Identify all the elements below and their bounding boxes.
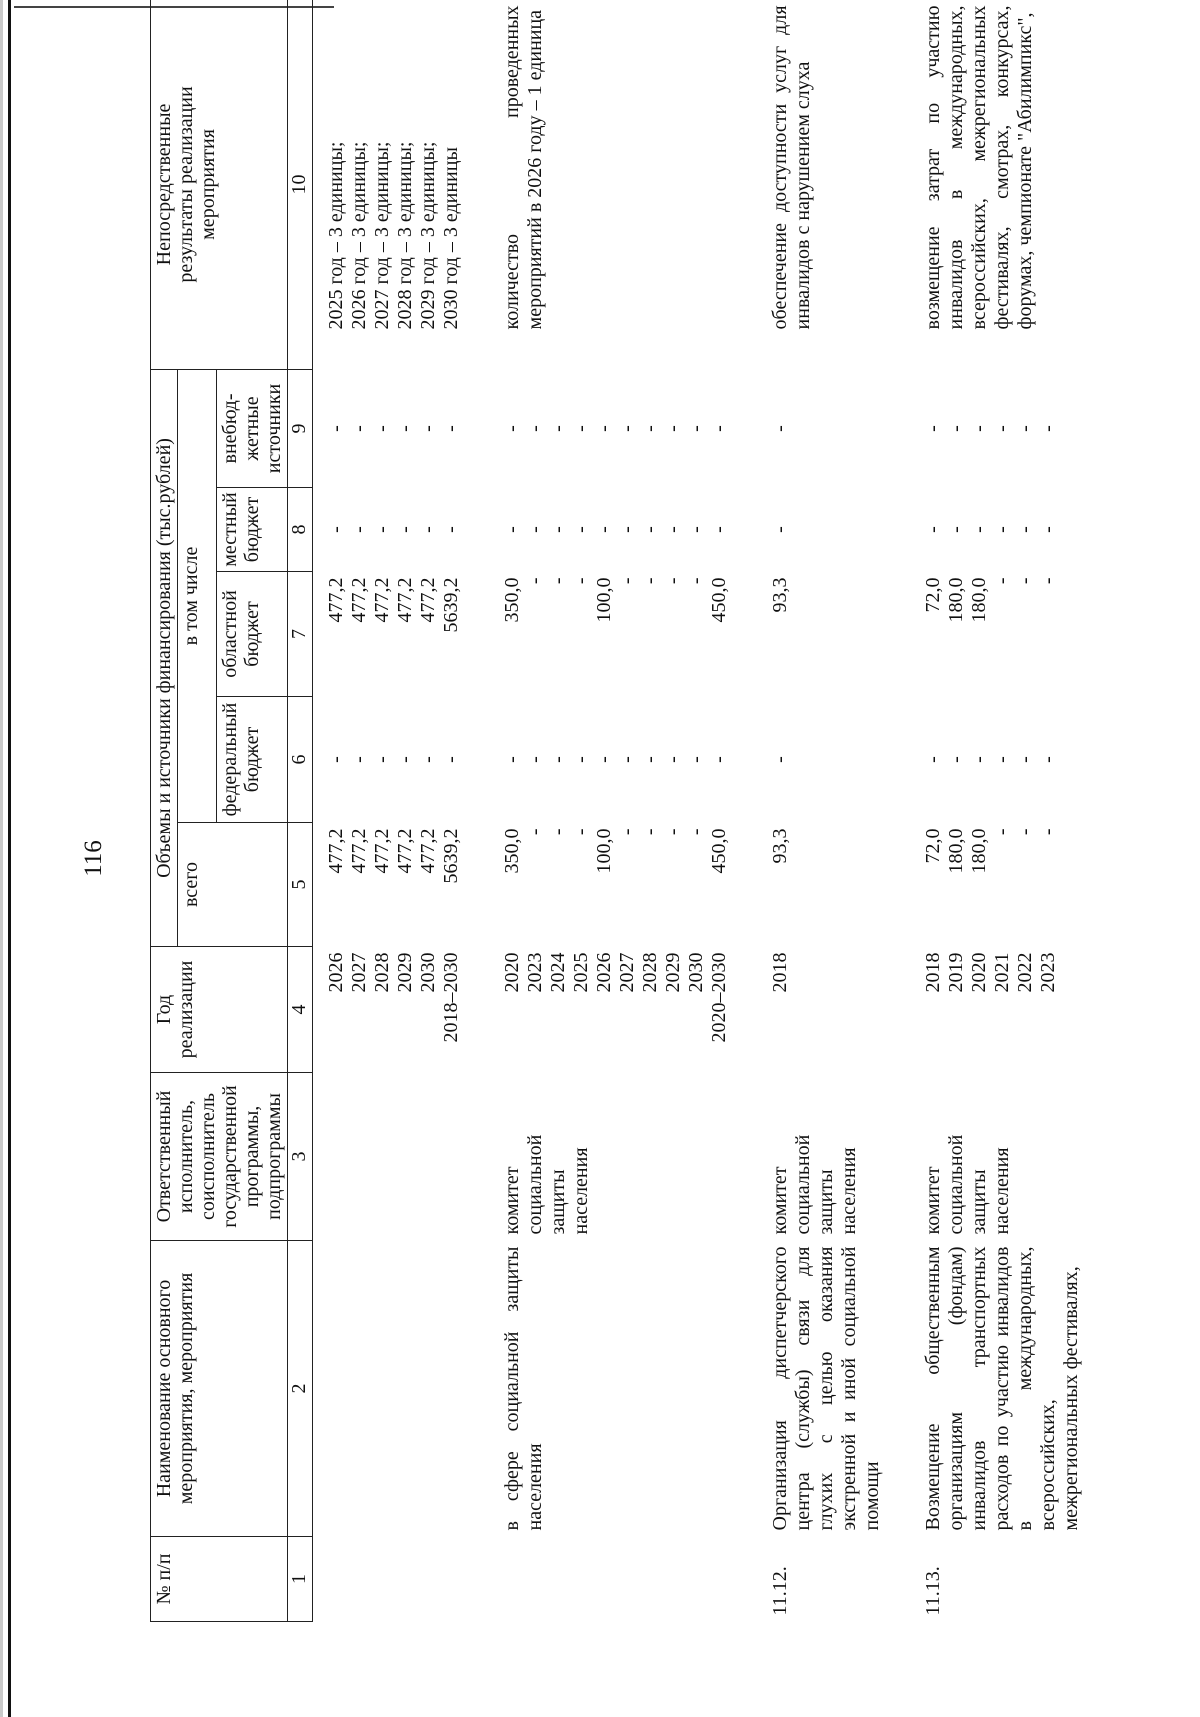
regional-value: - <box>524 577 546 585</box>
extra-value: - <box>524 425 546 432</box>
extra-value: - <box>371 425 393 432</box>
header-results: Непосредственные результаты реализации мероприятия <box>151 0 288 369</box>
extra-value: - <box>348 425 370 432</box>
table-row <box>900 0 1099 1622</box>
year-value: 2025 <box>570 952 592 993</box>
local-value: - <box>593 526 615 533</box>
header-total: всего <box>178 823 288 947</box>
row-num: 11.13. <box>922 1566 944 1616</box>
row-responsible: комитет социальной защиты населения <box>769 1134 860 1235</box>
year-value: 2026 <box>325 952 347 993</box>
extra-value: - <box>440 425 462 432</box>
regional-value: 100,0 <box>593 577 615 623</box>
extra-value: - <box>593 425 615 432</box>
federal-value: - <box>394 756 416 763</box>
extra-value: - <box>1014 425 1036 432</box>
total-value: - <box>1037 828 1059 836</box>
header-funding: Объемы и источники финансирования (тыс.рублей) <box>151 369 178 946</box>
extra-value: - <box>662 425 684 432</box>
header-num: № п/п <box>151 1537 288 1622</box>
regional-value: - <box>616 577 638 585</box>
row-name: Возмещение общественным организациям (фондам) инвалидов транспортных расходов по участию инвалидов в международных, всероссийских, межрегиональных фестивалях, <box>922 1246 1082 1531</box>
federal-value: - <box>616 756 638 763</box>
row-results: обеспечение доступности услуг для инвалидов с нарушением слуха <box>769 5 814 330</box>
local-value: - <box>417 526 439 533</box>
local-value: - <box>440 526 462 533</box>
local-value: - <box>968 526 990 533</box>
regional-value: - <box>991 577 1013 585</box>
local-value: - <box>922 526 944 533</box>
extra-value: - <box>501 425 523 432</box>
federal-value: - <box>417 756 439 763</box>
local-value: - <box>394 526 416 533</box>
year-value: 2027 <box>348 952 370 993</box>
regional-value: 477,2 <box>371 577 393 623</box>
total-value: - <box>991 828 1013 836</box>
regional-value: 477,2 <box>325 577 347 623</box>
local-value: - <box>639 526 661 533</box>
federal-value: - <box>524 756 546 763</box>
federal-value: - <box>348 756 370 763</box>
total-value: - <box>685 828 707 836</box>
federal-value: - <box>769 756 791 763</box>
regional-value: 350,0 <box>501 577 523 623</box>
result-line: 2030 год – 3 единицы <box>440 147 462 330</box>
total-value: 477,2 <box>394 828 416 874</box>
federal-value: - <box>440 756 462 763</box>
federal-value: - <box>639 756 661 763</box>
extra-value: - <box>570 425 592 432</box>
result-line: 2026 год – 3 единицы; <box>348 141 370 330</box>
total-value: 477,2 <box>417 828 439 874</box>
local-value: - <box>547 526 569 533</box>
extra-value: - <box>968 425 990 432</box>
local-value: - <box>769 526 791 533</box>
column-number: 9 <box>288 369 313 487</box>
year-value: 2027 <box>616 952 638 993</box>
total-value: 100,0 <box>593 828 615 874</box>
row-results: количество проведенных мероприятий в 2026 году – 1 единица <box>501 5 546 330</box>
column-number: 1 <box>288 1537 313 1622</box>
local-value: - <box>616 526 638 533</box>
federal-value: - <box>991 756 1013 763</box>
local-value: - <box>524 526 546 533</box>
regional-value: 450,0 <box>708 577 730 623</box>
federal-value: - <box>325 756 347 763</box>
program-table <box>150 0 1099 1622</box>
regional-value: - <box>639 577 661 585</box>
row-num <box>313 1537 480 1622</box>
total-value: - <box>570 828 592 836</box>
local-value: - <box>1014 526 1036 533</box>
regional-value: 180,0 <box>968 577 990 623</box>
federal-value: - <box>945 756 967 763</box>
extra-value: - <box>394 425 416 432</box>
extra-value: - <box>991 425 1013 432</box>
local-value: - <box>945 526 967 533</box>
header-regional: областной бюджет <box>217 572 288 697</box>
regional-value: - <box>1014 577 1036 585</box>
local-value: - <box>991 526 1013 533</box>
total-value: - <box>547 828 569 836</box>
total-value: - <box>616 828 638 836</box>
row-responsible <box>313 1073 480 1241</box>
federal-value: - <box>968 756 990 763</box>
extra-value: - <box>922 425 944 432</box>
year-value: 2022 <box>1014 952 1036 993</box>
regional-value: - <box>662 577 684 585</box>
federal-value: - <box>547 756 569 763</box>
column-number: 8 <box>288 488 313 572</box>
year-value: 2028 <box>639 952 661 993</box>
extra-value: - <box>1037 425 1059 432</box>
result-line: 2029 год – 3 единицы; <box>417 141 439 330</box>
result-line: 2028 год – 3 единицы; <box>394 141 416 330</box>
regional-value: - <box>685 577 707 585</box>
federal-value: - <box>662 756 684 763</box>
year-value: 2018 <box>769 952 791 993</box>
federal-value: - <box>501 756 523 763</box>
extra-value: - <box>547 425 569 432</box>
total-value: 350,0 <box>501 828 523 874</box>
federal-value: - <box>371 756 393 763</box>
year-value: 2029 <box>662 952 684 993</box>
federal-value: - <box>1014 756 1036 763</box>
federal-value: - <box>708 756 730 763</box>
header-responsible: Ответственный исполнитель, соисполнитель государственной программы, подпрограммы <box>151 1073 288 1241</box>
total-value: - <box>639 828 661 836</box>
local-value: - <box>371 526 393 533</box>
regional-value: - <box>547 577 569 585</box>
header-federal: федеральный бюджет <box>217 697 288 823</box>
column-number: 6 <box>288 697 313 823</box>
year-value: 2023 <box>1037 952 1059 993</box>
row-responsible: комитет социальной защиты населения <box>922 1134 1013 1235</box>
year-value: 2028 <box>371 952 393 993</box>
total-value: - <box>1014 828 1036 836</box>
federal-value: - <box>685 756 707 763</box>
year-value: 2018 <box>922 952 944 993</box>
regional-value: 477,2 <box>417 577 439 623</box>
total-value: 72,0 <box>922 828 944 864</box>
regional-value: 5639,2 <box>440 577 462 633</box>
total-value: - <box>662 828 684 836</box>
extra-value: - <box>769 425 791 432</box>
local-value: - <box>501 526 523 533</box>
regional-value: 72,0 <box>922 577 944 613</box>
total-value: 450,0 <box>708 828 730 874</box>
row-results: возмещение затрат по участию инвалидов в международных, всероссийских, межрегиональных фестивалях, смотрах, конкурсах, форумах, чемпионате "Абилимпикс", <box>922 5 1036 330</box>
extra-value: - <box>639 425 661 432</box>
federal-value: - <box>1037 756 1059 763</box>
year-value: 2023 <box>524 952 546 993</box>
year-value: 2020–2030 <box>708 952 730 1043</box>
year-value: 2018–2030 <box>440 952 462 1043</box>
header-year: Год реализации <box>151 947 288 1073</box>
regional-value: 93,3 <box>769 577 791 613</box>
table-row <box>479 0 747 1622</box>
extra-value: - <box>685 425 707 432</box>
local-value: - <box>348 526 370 533</box>
column-number: 10 <box>288 0 313 369</box>
year-value: 2026 <box>593 952 615 993</box>
extra-value: - <box>325 425 347 432</box>
total-value: 180,0 <box>968 828 990 874</box>
row-name: Организация диспетчерского центра (службы) связи для глухих с целью оказания экстренной и иной социальной помощи <box>769 1246 883 1531</box>
local-value: - <box>1037 526 1059 533</box>
column-number: 2 <box>288 1241 313 1537</box>
row-name: в сфере социальной защиты населения <box>501 1246 546 1531</box>
extra-value: - <box>616 425 638 432</box>
federal-value: - <box>922 756 944 763</box>
header-name: Наименование основного мероприятия, мероприятия <box>151 1241 288 1537</box>
header-including: в том числе <box>178 369 217 822</box>
year-value: 2020 <box>968 952 990 993</box>
extra-value: - <box>708 425 730 432</box>
row-responsible: комитет социальной защиты населения <box>501 1134 592 1235</box>
year-value: 2020 <box>501 952 523 993</box>
total-value: 5639,2 <box>440 828 462 884</box>
local-value: - <box>662 526 684 533</box>
local-value: - <box>685 526 707 533</box>
regional-value: - <box>570 577 592 585</box>
extra-value: - <box>945 425 967 432</box>
year-value: 2030 <box>417 952 439 993</box>
column-number: 5 <box>288 823 313 947</box>
header-local: местный бюджет <box>217 488 288 572</box>
total-value: - <box>524 828 546 836</box>
total-value: 477,2 <box>371 828 393 874</box>
row-num: 11.12. <box>769 1566 791 1616</box>
regional-value: - <box>1037 577 1059 585</box>
local-value: - <box>325 526 347 533</box>
page-number: 116 <box>80 840 107 877</box>
column-number: 3 <box>288 1073 313 1241</box>
row-num <box>479 1537 747 1622</box>
year-value: 2030 <box>685 952 707 993</box>
row-name <box>313 1241 480 1537</box>
regional-value: 180,0 <box>945 577 967 623</box>
result-line: 2027 год – 3 единицы; <box>371 141 393 330</box>
regional-value: 477,2 <box>348 577 370 623</box>
extra-value: - <box>417 425 439 432</box>
column-number: 4 <box>288 947 313 1073</box>
table-row <box>747 0 900 1622</box>
local-value: - <box>708 526 730 533</box>
year-value: 2019 <box>945 952 967 993</box>
header-extra: внебюд-жетные источники <box>217 369 288 487</box>
result-line: 2025 год – 3 единицы; <box>325 141 347 330</box>
total-value: 180,0 <box>945 828 967 874</box>
year-value: 2021 <box>991 952 1013 993</box>
column-number: 7 <box>288 572 313 697</box>
local-value: - <box>570 526 592 533</box>
regional-value: 477,2 <box>394 577 416 623</box>
year-value: 2024 <box>547 952 569 993</box>
federal-value: - <box>593 756 615 763</box>
total-value: 93,3 <box>769 828 791 864</box>
table-row <box>313 0 480 1622</box>
column-number-row <box>288 0 313 1622</box>
total-value: 477,2 <box>325 828 347 874</box>
federal-value: - <box>570 756 592 763</box>
total-value: 477,2 <box>348 828 370 874</box>
year-value: 2029 <box>394 952 416 993</box>
